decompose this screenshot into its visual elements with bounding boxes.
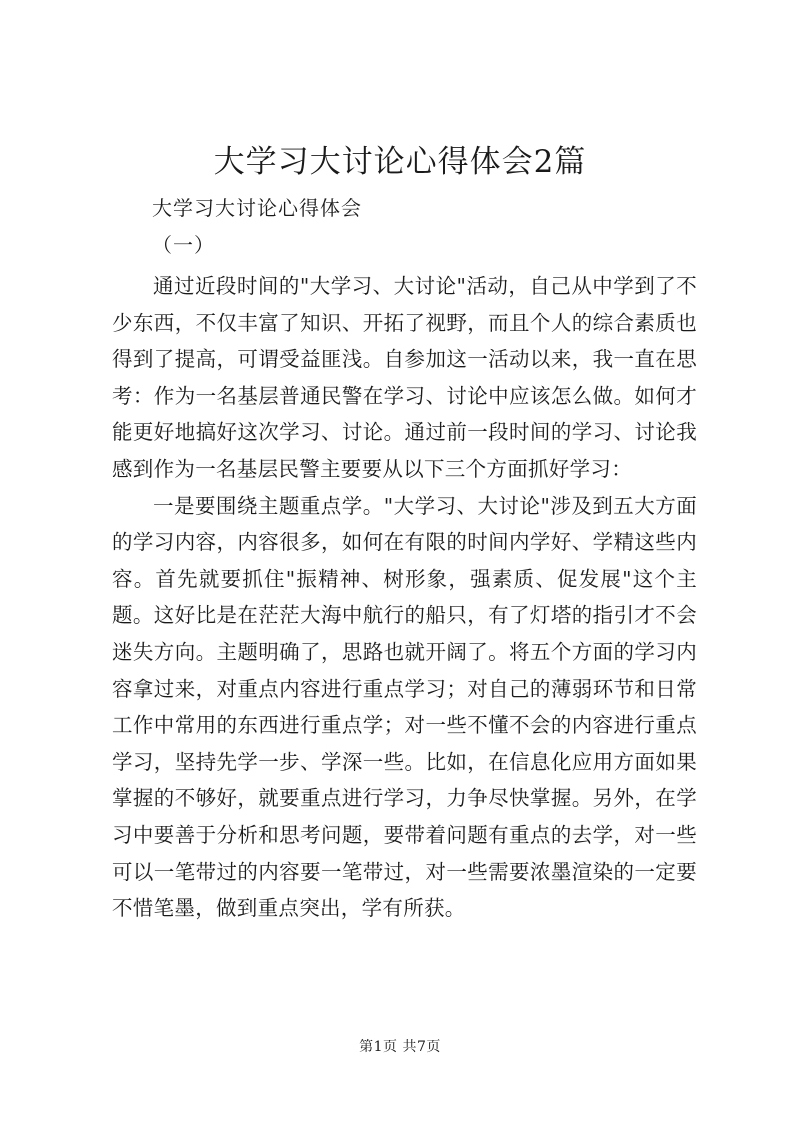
- document-body: [112, 268, 697, 927]
- section-number: （一）: [152, 233, 215, 257]
- page-footer: 第1页 共7页: [359, 1039, 441, 1055]
- paragraph: 通过近段时间的"大学习、大讨论"活动，自己从中学到了不少东西，不仅丰富了知识、开拓了视野，而且个人的综合素质也得到了提高，可谓受益匪浅。自参加这一活动以来，我一直在思考：作为一名基层普通民警在学习、讨论中应该怎么做。如何才能更好地搞好这次学习、讨论。通过前一段时间的学习、讨论我感到作为一名基层民警主要要从以下三个方面抓好学习：: [112, 274, 697, 481]
- page-title: 大学习大讨论心得体会2篇: [213, 144, 587, 180]
- paragraph: 一是要围绕主题重点学。"大学习、大讨论"涉及到五大方面的学习内容，内容很多，如何在有限的时间内学好、学精这些内容。首先就要抓住"振精神、树形象，强素质、促发展"这个主题。这好比是在茫茫大海中航行的船只，有了灯塔的指引才不会迷失方向。主题明确了，思路也就开阔了。将五个方面的学习内容拿过来，对重点内容进行重点学习；对自己的薄弱环节和日常工作中常用的东西进行重点学；对一些不懂不会的内容进行重点学习，坚持先学一步、学深一些。比如，在信息化应用方面如果掌握的不够好，就要重点进行学习，力争尽快掌握。另外，在学习中要善于分析和思考问题，要带着问题有重点的去学，对一些可以一笔带过的内容要一笔带过，对一些需要浓墨渲染的一定要不惜笔墨，做到重点突出，学有所获。: [112, 493, 697, 921]
- document-subtitle: 大学习大讨论心得体会: [152, 196, 362, 220]
